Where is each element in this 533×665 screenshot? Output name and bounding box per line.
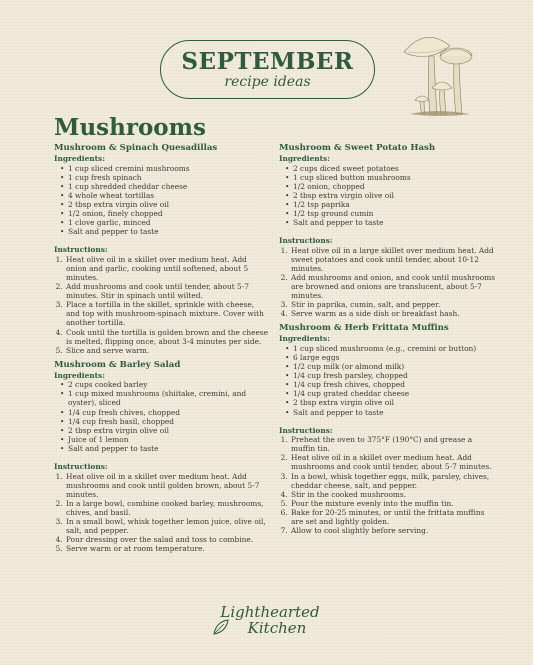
ingredient-item: • Salt and pepper to taste	[60, 444, 269, 453]
instruction-step: 5. Pour the mixture evenly into the muffin tin.	[290, 499, 497, 508]
ingredient-item: • 1 clove garlic, minced	[60, 218, 269, 227]
ingredient-item: • 1/4 cup fresh chives, chopped	[60, 408, 269, 417]
recipe-title: Mushroom & Sweet Potato Hash	[279, 143, 436, 153]
recipe-sweet-potato-hash	[279, 143, 497, 318]
page-title: Mushrooms	[54, 114, 206, 141]
leaf-icon	[212, 618, 230, 636]
instruction-step: 3. Stir in paprika, cumin, salt, and pepper.	[290, 300, 497, 309]
ingredient-item: • 1/4 cup fresh parsley, chopped	[285, 371, 497, 380]
ingredient-item: • Salt and pepper to taste	[285, 408, 497, 417]
ingredient-list	[60, 164, 269, 237]
mushroom-illustration-icon	[396, 22, 480, 118]
ingredient-item: • 1/4 cup fresh chives, chopped	[285, 380, 497, 389]
recipe-title: Mushroom & Herb Frittata Muffins	[279, 323, 449, 334]
ingredient-list	[285, 344, 497, 417]
ingredient-item: • 1 cup shredded cheddar cheese	[60, 182, 269, 191]
ingredient-item: • 1/4 cup grated cheddar cheese	[285, 389, 497, 398]
instruction-step: 3. In a bowl, whisk together eggs, milk, parsley, chives, cheddar cheese, salt, and pepper.	[290, 472, 497, 490]
ingredients-label: Ingredients:	[279, 334, 330, 344]
instruction-list	[279, 435, 497, 535]
instruction-step: 1. Preheat the oven to 375°F (190°C) and grease a muffin tin.	[290, 435, 497, 453]
instruction-step: 2. In a large bowl, combine cooked barley, mushrooms, chives, and basil.	[65, 499, 269, 517]
instructions-label: Instructions:	[279, 425, 333, 435]
ingredient-item: • 4 whole wheat tortillas	[60, 191, 269, 200]
ingredient-item: • 2 tbsp extra virgin olive oil	[60, 426, 269, 435]
recipe-title: Mushroom & Spinach Quesadillas	[54, 143, 218, 153]
instructions-label: Instructions:	[54, 245, 108, 255]
instruction-step: 4. Pour dressing over the salad and toss to combine.	[65, 535, 269, 544]
instruction-step: 6. Bake for 20-25 minutes, or until the frittata muffins are set and lightly golden.	[290, 508, 497, 526]
recipe-quesadillas	[54, 143, 269, 355]
logo-line2: Kitchen	[247, 619, 307, 637]
ingredient-item: • 1/2 tsp paprika	[285, 200, 497, 209]
ingredient-item: • 1 cup fresh spinach	[60, 173, 269, 182]
ingredient-item: • 1/4 cup fresh basil, chopped	[60, 417, 269, 426]
instruction-step: 5. Slice and serve warm.	[65, 346, 269, 355]
instruction-step: 4. Serve warm as a side dish or breakfast hash.	[290, 309, 497, 318]
brand-logo	[210, 604, 330, 644]
instruction-step: 2. Add mushrooms and onion, and cook until mushrooms are browned and onions are translucent, about 5-7 minutes.	[290, 273, 497, 300]
instruction-list	[54, 472, 269, 554]
left-column	[54, 143, 269, 553]
header-badge	[160, 40, 375, 99]
header-subtitle: recipe ideas	[224, 74, 311, 90]
recipe-barley-salad	[54, 360, 269, 554]
ingredients-label: Ingredients:	[54, 370, 105, 380]
instruction-list	[279, 246, 497, 319]
ingredient-list	[285, 164, 497, 228]
instruction-step: 1. Heat olive oil in a large skillet over medium heat. Add sweet potatoes and cook until tender, about 10-12 minutes.	[290, 246, 497, 273]
ingredient-item: • Salt and pepper to taste	[60, 227, 269, 236]
instruction-step: 2. Heat olive oil in a skillet over medium heat. Add mushrooms and cook until tender, about 5-7 minutes.	[290, 453, 497, 471]
right-column	[279, 143, 497, 535]
instructions-label: Instructions:	[279, 236, 333, 246]
ingredient-item: • Juice of 1 lemon	[60, 435, 269, 444]
ingredient-item: • 1 cup mixed mushrooms (shiitake, cremini, and oyster), sliced	[60, 389, 269, 407]
instruction-step: 5. Serve warm or at room temperature.	[65, 544, 269, 553]
ingredient-item: • Salt and pepper to taste	[285, 218, 497, 227]
ingredient-list	[60, 380, 269, 453]
ingredient-item: • 1/2 onion, finely chopped	[60, 209, 269, 218]
instruction-step: 4. Stir in the cooked mushrooms.	[290, 490, 497, 499]
ingredient-item: • 1/2 onion, chopped	[285, 182, 497, 191]
ingredient-item: • 2 tbsp extra virgin olive oil	[285, 191, 497, 200]
logo-line1: Lighthearted	[220, 603, 320, 621]
instructions-label: Instructions:	[54, 462, 108, 472]
instruction-step: 1. Heat olive oil in a skillet over medium heat. Add onion and garlic, cooking until softened, about 5 minutes.	[65, 255, 269, 282]
recipe-title: Mushroom & Barley Salad	[54, 359, 181, 370]
ingredients-label: Ingredients:	[54, 154, 105, 163]
instruction-step: 7. Allow to cool slightly before serving.	[290, 526, 497, 535]
recipe-frittata-muffins	[279, 323, 497, 535]
ingredient-item: • 2 tbsp extra virgin olive oil	[60, 200, 269, 209]
instruction-step: 1. Heat olive oil in a skillet over medium heat. Add mushrooms and cook until golden brown, about 5-7 minutes.	[65, 472, 269, 499]
header-month: SEPTEMBER	[181, 48, 354, 75]
ingredient-item: • 6 large eggs	[285, 353, 497, 362]
ingredient-item: • 1 cup sliced button mushrooms	[285, 173, 497, 182]
instruction-list	[54, 255, 269, 355]
ingredient-item: • 1/2 tsp ground cumin	[285, 209, 497, 218]
ingredient-item: • 2 cups diced sweet potatoes	[285, 164, 497, 173]
instruction-step: 2. Add mushrooms and cook until tender, about 5-7 minutes. Stir in spinach until wilted.	[65, 282, 269, 300]
ingredient-item: • 1 cup sliced mushrooms (e.g., cremini or button)	[285, 344, 497, 353]
instruction-step: 3. In a small bowl, whisk together lemon juice, olive oil, salt, and pepper.	[65, 517, 269, 535]
ingredient-item: • 2 tbsp extra virgin olive oil	[285, 398, 497, 407]
ingredient-item: • 2 cups cooked barley	[60, 380, 269, 389]
instruction-step: 4. Cook until the tortilla is golden brown and the cheese is melted, flipping once, about 3-4 minutes per side.	[65, 328, 269, 346]
ingredients-label: Ingredients:	[279, 154, 330, 163]
instruction-step: 3. Place a tortilla in the skillet, sprinkle with cheese, and top with mushroom-spinach mixture. Cover with another tortilla.	[65, 300, 269, 327]
ingredient-item: • 1 cup sliced cremini mushrooms	[60, 164, 269, 173]
ingredient-item: • 1/2 cup milk (or almond milk)	[285, 362, 497, 371]
